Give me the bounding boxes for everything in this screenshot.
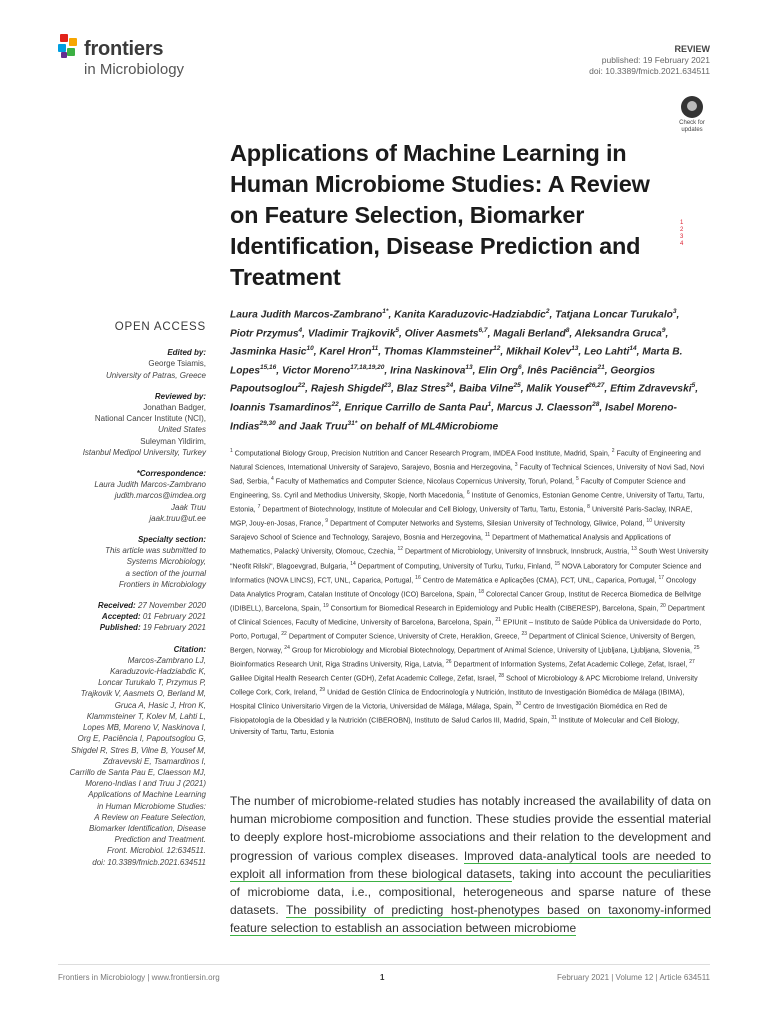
author-affiliation-marker: 5 <box>395 326 400 334</box>
correspondence-line: judith.marcos@imdea.org <box>114 491 206 501</box>
affiliation-number: 24 <box>284 644 290 651</box>
check-updates-label: Check for updates <box>679 120 705 133</box>
author-name[interactable]: Karel Hron <box>319 346 372 358</box>
author-affiliation-marker: 22 <box>331 400 339 408</box>
affiliation-number: 14 <box>350 560 356 567</box>
affiliation-number: 23 <box>521 630 528 637</box>
affiliation-number: 17 <box>658 574 665 581</box>
affiliation-number: 25 <box>693 644 700 651</box>
author-affiliation-marker: 28 <box>592 400 600 408</box>
citation-line: doi: 10.3389/fmicb.2021.634511 <box>92 857 206 867</box>
affiliation-number: 13 <box>631 546 637 553</box>
author-name[interactable]: Kanita Karaduzovic-Hadziabdic <box>394 309 546 321</box>
specialty-heading: Specialty section: <box>137 535 206 545</box>
citation-line: Lopes MB, Moreno V, Naskinova I, <box>82 723 206 733</box>
author-group: on behalf of ML4Microbiome <box>360 420 499 432</box>
citation-line: Loncar Turukalo T, Przymus P, <box>98 678 206 688</box>
citation-line: Karaduzovic-Hadziabdic K, <box>109 667 206 677</box>
affiliation-number: 12 <box>397 546 403 553</box>
author-name[interactable]: Irina Naskinova <box>390 365 466 377</box>
author-name[interactable]: Isabel Moreno-Indias <box>230 402 677 432</box>
author-name[interactable]: Victor Moreno <box>281 365 351 377</box>
affiliation-number: 7 <box>257 504 261 511</box>
author-affiliation-marker: 1* <box>382 308 389 315</box>
affiliation-text: Unidad de Gestión Clínica de Endocrinología y Nutrición, Instituto de Investigación Biomédica de Málaga (IBIMA), Hospital Clínico Universitario Virgen de la Victoria, Universidad de Málaga, Málaga, Spain, <box>230 688 685 711</box>
affiliation-text: Centro de Investigación Biomédica en Red de Fisiopatología de la Obesidad y la Nutrición (CIBEROBN), Instituto de Salud Carlos III, Madrid, Spain, <box>230 702 668 725</box>
reviewer-line: Jonathan Badger, <box>143 403 206 413</box>
published-line: Published: 19 February 2021 <box>99 623 206 633</box>
affiliation-text: Department of Clinical Sciences, Faculty of Medicine, University of Barcelona, Barcelona, Spain, <box>230 604 705 627</box>
affiliation-number: 29 <box>319 687 326 694</box>
citation-line: in Human Microbiome Studies: <box>97 801 206 811</box>
reviewer-line: National Cancer Institute (NCI), <box>94 414 206 424</box>
citation-line: Zdravevski E, Tsamardinos I, <box>103 756 206 766</box>
affiliation-text: Group for Microbiology and Microbial Biotechnology, Department of Animal Science, University of Ljubljana, Ljubljana, Slovenia, <box>291 646 692 655</box>
citation-line: Front. Microbiol. 12:634511. <box>106 846 206 856</box>
citation-line: Marcos-Zambrano LJ, <box>127 655 206 665</box>
specialty-line: This article was submitted to <box>105 546 206 556</box>
author-name[interactable]: Thomas Klammsteiner <box>383 346 494 358</box>
author-list: Laura Judith Marcos-Zambrano$^{1*}$, Kanita Karaduzovic-Hadziabdic$^2$, Tatjana Loncar Turukalo$^3$, Piotr Przymus$^4$, Vladimir Trajkovik$^5$, Oliver Aasmets$^{6,7}$, Magali Berland$^8$, Aleksandra Gruca$^9$, Jasminka Hasic$^{10}$, Karel Hron$^{11}$, Thomas Klammsteiner$^{12}$, Mikhail Kolev$^{13}$, Leo Lahti$^{14}$, Marta B. Lopes$^{15,16}$, Victor Moreno$^{17,18,19,20}$, Irina Naskinova$^{13}$, Elin Org$^6$, Inês Paciência$^{21}$, Georgios Papoutsoglou$^{22}$, Rajesh Shigdel$^{23}$, Blaz Stres$^{24}$, Baiba Vilne$^{25}$, Malik Yousef$^{26,27}$, Eftim Zdravevski$^5$, Ioannis Tsamardinos$^{22}$, Enrique Carrillo de Santa Pau$^1$, Marcus J. Claesson$^{28}$, Isabel Moreno-Indias$^{29,30}$ and Jaak Truu$^{31*}$ on behalf of ML4Microbiome <box>230 308 699 432</box>
reviewer-list <box>56 402 206 458</box>
correspondence-line: jaak.truu@ut.ee <box>149 513 206 523</box>
citation-line: Trajkovik V, Aasmets O, Berland M, <box>80 689 206 699</box>
citation-line: Prediction and Treatment. <box>114 835 206 845</box>
citation-line: A Review on Feature Selection, <box>94 812 206 822</box>
author-affiliation-marker: 5 <box>691 382 696 390</box>
reviewer-line: Istanbul Medipol University, Turkey <box>82 447 206 457</box>
citation-line: Moreno-Indias I and Truu J (2021) <box>85 779 206 789</box>
affiliation-text: Department of Clinical Science, University of Bergen, Bergen, Norway, <box>230 632 696 655</box>
affiliation-text: School of Microbiology & APC Microbiome Ireland, University College Cork, Cork, Ireland, <box>230 674 698 697</box>
journal-name: in Microbiology <box>84 61 185 78</box>
affiliation-number: 9 <box>325 518 329 525</box>
author-name[interactable]: Blaz Stres <box>396 383 447 395</box>
author-affiliation-marker: 25 <box>513 382 521 390</box>
author-affiliation-marker: 13 <box>465 363 473 371</box>
author-affiliation-marker: 6,7 <box>478 326 488 334</box>
affiliations <box>230 446 710 739</box>
footer-issue-info: February 2021 | Volume 12 | Article 634511 <box>557 973 710 982</box>
article-title: Applications of Machine Learning in Human Microbiome Studies: A Review on Feature Selection, Biomarker Identification, Disease Prediction and Treatment <box>230 140 650 290</box>
author-affiliation-marker: 12 <box>493 345 501 353</box>
affiliation-text: Colorectal Cancer Group, Institut de Recerca Biomedica de Bellvitge (IDIBELL), Barcelona, Spain, <box>230 589 702 613</box>
affiliation-number: 22 <box>281 630 287 637</box>
author-affiliation-marker: 26,27 <box>588 382 605 390</box>
affiliation-number: 30 <box>515 701 522 708</box>
affiliation-text: Department of Biotechnology, Institute of Molecular and Cell Biology, University of Tartu, Tartu, Estonia, <box>262 505 586 514</box>
affiliation-text: Bioinformatics Research Unit, Riga Stradins University, Riga, Latvia, <box>230 660 444 669</box>
affiliation-text: Computational Biology Group, Precision Nutrition and Cancer Research Program, IMDEA Food Institute, Madrid, Spain, <box>234 449 610 458</box>
author-name[interactable]: Mikhail Kolev <box>506 346 572 358</box>
affiliation-number: 21 <box>495 616 501 623</box>
specialty-text <box>56 545 206 590</box>
reference-marker: 3 <box>680 234 684 240</box>
reviewer-line: United States <box>157 425 206 435</box>
affiliation-number: 3 <box>514 462 518 469</box>
author-affiliation-marker: 15,16 <box>260 363 277 371</box>
affiliation-number: 11 <box>484 532 491 539</box>
affiliation-text: NOVA Laboratory for Computer Science and Informatics (NOVA LINCS), FCT, UNL, Caparica, Portugal, <box>230 561 702 584</box>
author-name[interactable]: Jaak Truu <box>299 420 348 432</box>
affiliation-text: Faculty of Technical Sciences, University of Novi Sad, Novi Sad, Serbia, <box>230 463 705 486</box>
correspondence-line: Laura Judith Marcos-Zambrano <box>94 480 206 490</box>
abstract-text-1: The number of microbiome-related studies has notably increased the availability of data on human microbiome composition and function. These studies provide the essential material to deeply explore host-microbiome associations and their relation to the development and progression of various complex diseases. <box>230 794 711 863</box>
page-number: 1 <box>380 973 385 982</box>
author-affiliation-marker: 24 <box>446 382 454 390</box>
accepted-line: Accepted: 01 February 2021 <box>101 612 206 622</box>
author-name[interactable]: Rajesh Shigdel <box>310 383 384 395</box>
reference-markers <box>680 220 683 248</box>
citation-line: Applications of Machine Learning <box>88 790 206 800</box>
author-affiliation-marker: 29,30 <box>259 419 276 427</box>
affiliation-text: Faculty of Engineering and Natural Sciences, International University of Sarajevo, Sarajevo, Bosnia and Herzegovina, <box>230 449 701 472</box>
affiliation-text: Department of Computing, University of Turku, Turku, Finland, <box>357 561 553 570</box>
citation-line: Org E, Paciência I, Papoutsoglou G, <box>77 734 206 744</box>
citation-line: Klammsteiner T, Kolev M, Lahti L, <box>86 711 206 721</box>
author-affiliation-marker: 1 <box>487 400 492 408</box>
affiliation-text: Department of Mathematical Analysis and Applications of Mathematics, Palacký University, Olomouc, Czechia, <box>230 533 671 556</box>
affiliation-number: 18 <box>478 588 484 595</box>
affiliation-number: 28 <box>498 673 505 679</box>
author-affiliation-marker: 13 <box>571 345 579 353</box>
affiliation-text: Institute of Molecular and Cell Biology, University of Tartu, Tartu, Estonia <box>230 716 680 737</box>
affiliation-text: Department of Information Systems, Zefat Academic College, Zefat, Israel, <box>453 660 688 669</box>
correspondence-line: Jaak Truu <box>171 502 206 512</box>
author-name[interactable]: Ioannis Tsamardinos <box>230 402 332 414</box>
citation-line: Biomarker Identification, Disease <box>89 823 206 833</box>
frontiers-logo-icon <box>58 34 82 60</box>
article-info-sidebar <box>56 322 206 868</box>
author-affiliation-marker: 2 <box>545 308 550 315</box>
affiliation-text: Department of Microbiology, University of Innsbruck, Innsbruck, Austria, <box>404 547 630 556</box>
footer-divider <box>58 964 710 965</box>
author-name[interactable]: Oliver Aasmets <box>404 327 479 339</box>
article-type: REVIEW <box>674 44 710 54</box>
affiliation-text: Galilee Digital Health Research Center (GDH), Zefat Academic College, Zefat, Israel, <box>230 674 497 683</box>
author-name[interactable]: Elin Org <box>478 365 518 377</box>
doi[interactable]: doi: 10.3389/fmicb.2021.634511 <box>589 66 710 76</box>
author-name[interactable]: Aleksandra Gruca <box>574 327 662 339</box>
affiliation-text: University Sarajevo School of Science and Technology, Sarajevo, Bosnia and Herzegovina, <box>230 519 686 542</box>
affiliation-number: 4 <box>271 476 274 483</box>
author-affiliation-marker: 21 <box>597 363 605 371</box>
author-name[interactable]: Eftim Zdravevski <box>610 383 692 395</box>
author-name[interactable]: Enrique Carrillo de Santa Pau <box>344 402 488 414</box>
citation-line: Carrillo de Santa Pau E, Claesson MJ, <box>69 767 206 777</box>
affiliation-text: Department of Computer Science, University of Crete, Heraklion, Greece, <box>288 632 520 641</box>
author-name[interactable]: Malik Yousef <box>526 383 589 395</box>
affiliation-number: 20 <box>660 602 666 609</box>
brand-name: frontiers <box>84 38 164 60</box>
affiliation-number: 27 <box>689 658 695 665</box>
affiliation-number: 2 <box>611 448 615 454</box>
author-affiliation-marker: 14 <box>629 345 637 353</box>
author-affiliation-marker: 23 <box>383 382 392 390</box>
correspondence-heading: *Correspondence: <box>136 469 206 479</box>
author-name[interactable]: Tatjana Loncar Turukalo <box>555 309 673 321</box>
author-name[interactable]: Leo Lahti <box>584 346 630 358</box>
author-name[interactable]: Magali Berland <box>493 327 566 339</box>
citation-text <box>56 655 206 868</box>
reference-marker: 1 <box>680 220 684 226</box>
reference-marker: 2 <box>680 227 684 233</box>
affiliation-text: Department of Computer Networks and Systems, Silesian University of Technology, Gliwice, Poland, <box>330 519 645 528</box>
editor-affiliation: University of Patras, Greece <box>105 370 206 380</box>
affiliation-number: 16 <box>415 574 421 581</box>
footer-journal-link[interactable]: Frontiers in Microbiology | www.frontiersin.org <box>58 973 220 982</box>
author-name[interactable]: Georgios Papoutsoglou <box>230 365 656 395</box>
author-name[interactable]: Marcus J. Claesson <box>496 402 593 414</box>
reference-marker: 4 <box>680 241 684 247</box>
affiliation-text: Oncology Data Analytics Program, Catalan Institute of Oncology (ICO) Barcelona, Spain, <box>230 575 697 598</box>
affiliation-number: 1 <box>230 448 233 454</box>
affiliation-number: 5 <box>575 476 579 483</box>
affiliation-text: Faculty of Mathematics and Computer Science, Nicolaus Copernicus University, Toruń, Poland, <box>275 477 574 486</box>
author-name[interactable]: Piotr Przymus <box>230 327 299 339</box>
author-conjunction: and <box>278 420 297 432</box>
affiliation-text: Institute of Genomics, Estonian Genome Centre, University of Tartu, Tartu, Estonia, <box>230 491 705 514</box>
author-affiliation-marker: 4 <box>298 326 303 334</box>
author-affiliation-marker: 11 <box>371 345 379 353</box>
author-affiliation-marker: 10 <box>306 345 314 353</box>
reviewer-line: Suleyman Yildirim, <box>140 436 206 446</box>
check-for-updates-badge[interactable] <box>676 96 708 134</box>
correspondence-list <box>56 479 206 524</box>
affiliation-number: 26 <box>445 658 452 665</box>
citation-line: Gruca A, Hasic J, Hron K, <box>114 700 206 710</box>
open-access-label: OPEN ACCESS <box>114 321 206 333</box>
author-affiliation-marker: 3 <box>672 308 677 315</box>
affiliation-text: Université Paris-Saclay, INRAE, MGP, Jouy-en-Josas, France, <box>230 505 693 528</box>
affiliation-number: 8 <box>587 504 590 511</box>
affiliation-number: 6 <box>466 490 470 497</box>
abstract-highlight-1: Improved data-analytical tools are needed to exploit all information from these biological datasets <box>230 848 711 881</box>
affiliation-text: South West University "Neofit Rilski", Blagoevgrad, Bulgaria, <box>230 547 709 570</box>
affiliation-number: 19 <box>323 602 329 609</box>
abstract-text-2: , taking into account the peculiarities of microbiome data, i.e., compositional, heterogeneous and sparse nature of these datasets. <box>230 866 712 918</box>
abstract <box>230 792 711 938</box>
author-affiliation-marker: 31* <box>347 419 358 427</box>
edited-by-heading: Edited by: <box>167 348 206 358</box>
editor-name: George Tsiamis, <box>148 359 206 369</box>
affiliation-text: Consortium for Biomedical Research in Epidemiology and Public Health (CIBERESP), Barcelona, Spain, <box>330 604 659 613</box>
author-name[interactable]: Laura Judith Marcos-Zambrano <box>230 309 383 321</box>
affiliation-text: Centro de Matemática e Aplicações (CMA), FCT, UNL, Caparica, Portugal, <box>422 575 657 584</box>
specialty-line: Systems Microbiology, <box>126 557 206 567</box>
author-affiliation-marker: 6 <box>517 363 522 371</box>
article-meta <box>589 44 710 77</box>
author-affiliation-marker: 9 <box>661 326 666 334</box>
specialty-line: Frontiers in Microbiology <box>118 579 206 589</box>
check-updates-icon <box>681 96 703 118</box>
specialty-line: a section of the journal <box>125 568 206 578</box>
citation-line: Shigdel R, Stres B, Vilne B, Yousef M, <box>71 745 206 755</box>
affiliation-number: 15 <box>554 560 561 567</box>
reviewed-by-heading: Reviewed by: <box>154 391 206 401</box>
abstract-highlight-2: The possibility of predicting host-phenotypes based on taxonomy-informed feature selection to establish an association between microbiome <box>230 903 711 936</box>
citation-heading: Citation: <box>173 644 206 654</box>
received-line: Received: 27 November 2020 <box>97 601 206 611</box>
affiliation-text: Faculty of Computer Science and Engineering, Ss. Cyril and Methodius University, Skopje, North Macedonia, <box>230 477 686 500</box>
published-date: published: 19 February 2021 <box>601 55 710 65</box>
author-affiliation-marker: 17,18,19,20 <box>350 363 385 371</box>
author-name[interactable]: Marta B. Lopes <box>230 346 683 377</box>
affiliation-number: 31 <box>551 715 557 722</box>
author-name[interactable]: Inês Paciência <box>527 365 598 377</box>
author-name[interactable]: Baiba Vilne <box>458 383 514 395</box>
author-affiliation-marker: 22 <box>297 382 306 390</box>
affiliation-text: EPIUnit – Instituto de Saúde Pública da Universidade do Porto, Porto, Portugal, <box>230 618 702 641</box>
affiliation-number: 10 <box>646 518 652 525</box>
author-affiliation-marker: 8 <box>565 326 570 334</box>
author-name[interactable]: Jasminka Hasic <box>230 346 307 358</box>
author-name[interactable]: Vladimir Trajkovik <box>307 327 396 339</box>
